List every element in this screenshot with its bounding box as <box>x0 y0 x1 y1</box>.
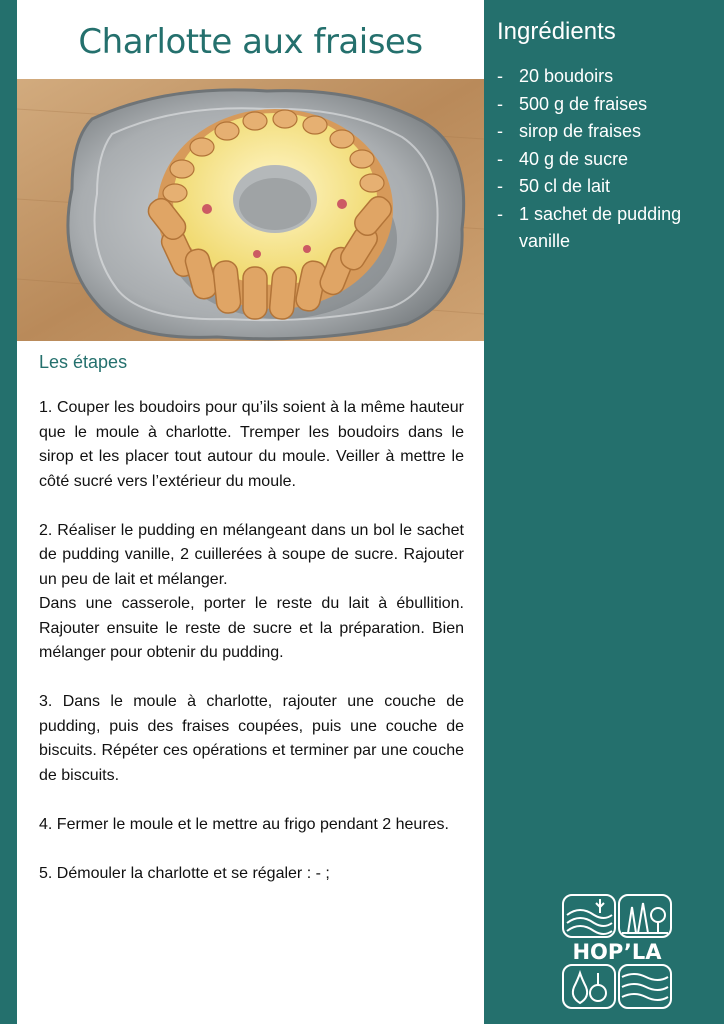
ingredient-item <box>497 146 707 174</box>
ingredient-label: 500 g de fraises <box>519 93 648 114</box>
ingredient-item <box>497 173 707 201</box>
ingredient-item <box>497 118 707 146</box>
step-4: 4. Fermer le moule et le mettre au frigo pendant 2 heures. <box>39 815 449 833</box>
bullet-dash: - <box>497 203 503 224</box>
step-2: 2. Réaliser le pudding en mélangeant dans un bol le sachet de pudding vanille, 2 cuillerées à soupe de sucre. Rajouter un peu de lait et mélanger. <box>39 521 464 588</box>
step-2-continued: Dans une casserole, porter le reste du lait à ébullition. Rajouter ensuite le reste de sucre et la préparation. Bien mélanger pour obtenir du pudding. <box>39 595 464 661</box>
steps-heading: Les étapes <box>39 352 128 372</box>
recipe-title: Charlotte aux fraises <box>78 22 423 62</box>
bullet-dash: - <box>497 121 503 141</box>
ingredient-label: 40 g de sucre <box>519 148 629 169</box>
ingredients-title: Ingrédients <box>497 18 616 45</box>
charlotte-cake-photo-icon <box>17 79 484 341</box>
hopla-logo-icon <box>560 893 674 1011</box>
bullet-dash: - <box>497 66 503 86</box>
step-3: 3. Dans le moule à charlotte, rajouter une couche de pudding, puis des fraises coupées, puis une couche de biscuits. Répéter ces opérations et terminer par une couche de biscuits. <box>39 693 464 784</box>
bullet-dash: - <box>497 93 503 114</box>
step-5: 5. Démouler la charlotte et se régaler : - ; <box>39 864 330 882</box>
ingredient-label: 20 boudoirs <box>519 66 614 86</box>
recipe-panel <box>17 0 484 1024</box>
steps-list <box>39 396 464 911</box>
bullet-dash: - <box>497 176 503 196</box>
bullet-dash: - <box>497 148 503 169</box>
hopla-logo <box>560 893 674 1011</box>
ingredient-label: 1 sachet de pudding vanille <box>519 203 682 251</box>
ingredient-label: 50 cl de lait <box>519 176 611 196</box>
step-1: 1. Couper les boudoirs pour qu’ils soient à la même hauteur que le moule à charlotte. Tremper les boudoirs dans le sirop et les placer tout autour du moule. Veiller à mettre le côté sucré vers l’extérieur du moule. <box>39 399 464 490</box>
logo-text: HOP’LA <box>572 940 662 964</box>
ingredient-label: sirop de fraises <box>519 121 642 141</box>
ingredient-item <box>497 63 707 91</box>
ingredient-item <box>497 201 707 256</box>
ingredients-list <box>497 63 707 256</box>
ingredient-item <box>497 91 707 119</box>
recipe-photo <box>17 79 484 341</box>
